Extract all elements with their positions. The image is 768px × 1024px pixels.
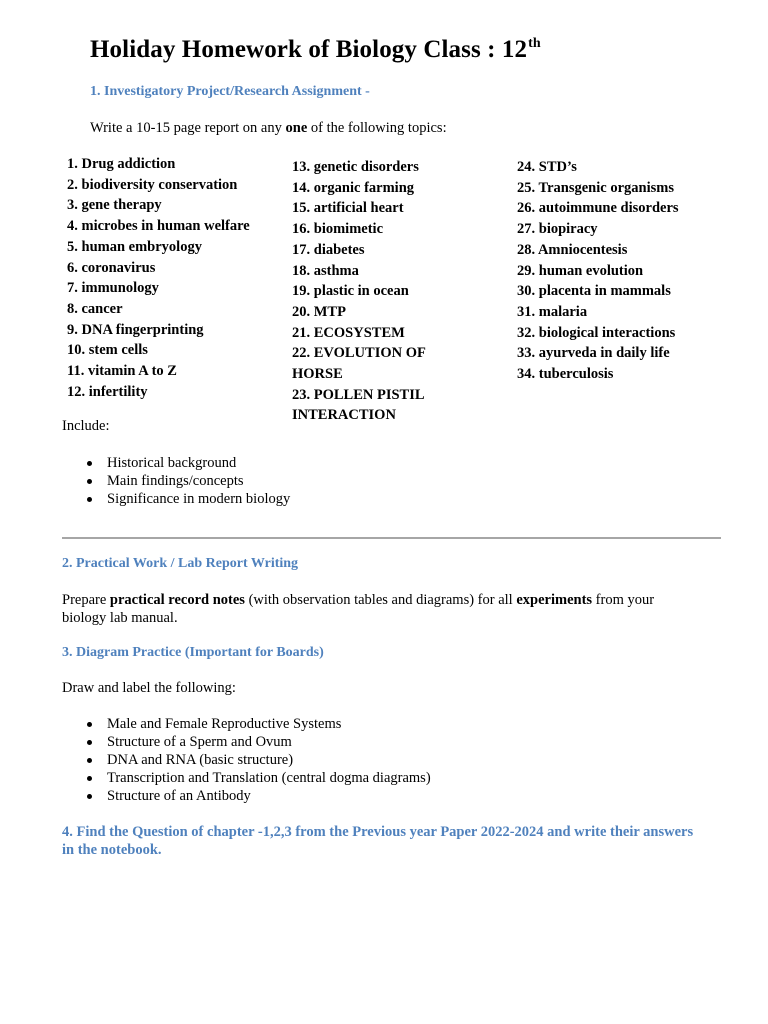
include-label: Include:	[62, 418, 110, 434]
topic-item: 3. gene therapy	[67, 197, 162, 214]
topic-item: 12. infertility	[67, 383, 148, 400]
topic-item: 22. EVOLUTION OF	[292, 345, 426, 362]
intro-text-post: of the following topics:	[307, 120, 447, 136]
topic-item: 28. Amniocentesis	[517, 241, 628, 258]
topic-item: 32. biological interactions	[517, 324, 676, 341]
topic-item: 19. plastic in ocean	[292, 283, 409, 300]
section4-heading	[62, 823, 732, 859]
topic-item: 1. Drug addiction	[67, 156, 176, 172]
page-title	[90, 36, 541, 64]
topic-item: 14. organic farming	[292, 179, 415, 196]
topic-item: 18. asthma	[292, 262, 359, 279]
topic-item: 9. DNA fingerprinting	[67, 321, 204, 338]
bullet-item: Significance in modern biology	[62, 490, 290, 508]
bullet-item: DNA and RNA (basic structure)	[62, 751, 431, 769]
topic-item: 8. cancer	[67, 300, 123, 317]
s2-text-2: (with observation tables and diagrams) for all	[244, 592, 517, 608]
topic-item: 7. immunology	[67, 280, 159, 297]
bullet-item: Main findings/concepts	[62, 472, 290, 490]
topic-item: 20. MTP	[292, 303, 346, 320]
s4-line-2: in the notebook.	[62, 842, 162, 858]
bullet-item: Transcription and Translation (central dogma diagrams)	[62, 769, 431, 787]
topic-item: INTERACTION	[292, 407, 396, 424]
topic-item: 23. POLLEN PISTIL	[292, 386, 425, 403]
topic-item: 26. autoimmune disorders	[517, 200, 679, 217]
topic-item: 31. malaria	[517, 303, 588, 320]
bullet-item: Structure of an Antibody	[62, 787, 431, 805]
section3-intro: Draw and label the following:	[62, 680, 236, 696]
topic-item: 15. artificial heart	[292, 200, 404, 217]
topic-item: 2. biodiversity conservation	[67, 176, 238, 193]
topic-item: 34. tuberculosis	[517, 366, 614, 383]
topic-item: 10. stem cells	[67, 342, 148, 359]
s4-line-1: 4. Find the Question of chapter -1,2,3 from the Previous year Paper 2022-2024 and write their answers	[62, 824, 694, 840]
bullet-item: Historical background	[62, 454, 290, 472]
topics-column-3	[517, 157, 679, 385]
section2-paragraph	[62, 591, 732, 627]
bullet-item: Structure of a Sperm and Ovum	[62, 733, 431, 751]
diagram-list	[62, 715, 431, 805]
title-text: Holiday Homework of Biology Class : 12	[90, 36, 528, 63]
s2-text-1: Prepare	[62, 592, 110, 608]
section1-intro	[90, 120, 447, 137]
intro-text-pre: Write a 10-15 page report on any	[90, 120, 286, 136]
topic-item: 30. placenta in mammals	[517, 283, 671, 300]
topic-item: 4. microbes in human welfare	[67, 218, 250, 235]
topics-column-1	[67, 154, 250, 402]
topic-item: 5. human embryology	[67, 238, 202, 255]
s2-bold-1: practical record notes	[109, 592, 245, 608]
topic-item: 11. vitamin A to Z	[67, 363, 177, 380]
topic-item: 25. Transgenic organisms	[517, 179, 674, 196]
s2-line-2: biology lab manual.	[62, 610, 178, 626]
topic-item: 13. genetic disorders	[292, 159, 419, 175]
section-divider	[62, 537, 721, 539]
topic-item: 24. STD’s	[517, 159, 577, 175]
include-list	[62, 454, 290, 508]
s2-text-3: from your	[592, 592, 655, 608]
topic-item: 17. diabetes	[292, 241, 365, 258]
topic-item: 29. human evolution	[517, 262, 644, 279]
topic-item: 33. ayurveda in daily life	[517, 345, 670, 362]
topic-item: 21. ECOSYSTEM	[292, 324, 405, 341]
section2-heading: 2. Practical Work / Lab Report Writing	[62, 556, 299, 571]
title-superscript: th	[528, 36, 541, 51]
section3-heading: 3. Diagram Practice (Important for Boards)	[62, 645, 324, 660]
topics-column-2	[292, 157, 426, 426]
s2-bold-2: experiments	[516, 592, 593, 608]
bullet-item: Male and Female Reproductive Systems	[62, 715, 431, 733]
topic-item: 6. coronavirus	[67, 259, 156, 276]
section1-heading: 1. Investigatory Project/Research Assignment -	[90, 84, 370, 99]
topic-item: HORSE	[292, 366, 343, 383]
topic-item: 27. biopiracy	[517, 221, 598, 238]
topic-item: 16. biomimetic	[292, 221, 384, 238]
intro-text-bold: one	[285, 120, 308, 136]
